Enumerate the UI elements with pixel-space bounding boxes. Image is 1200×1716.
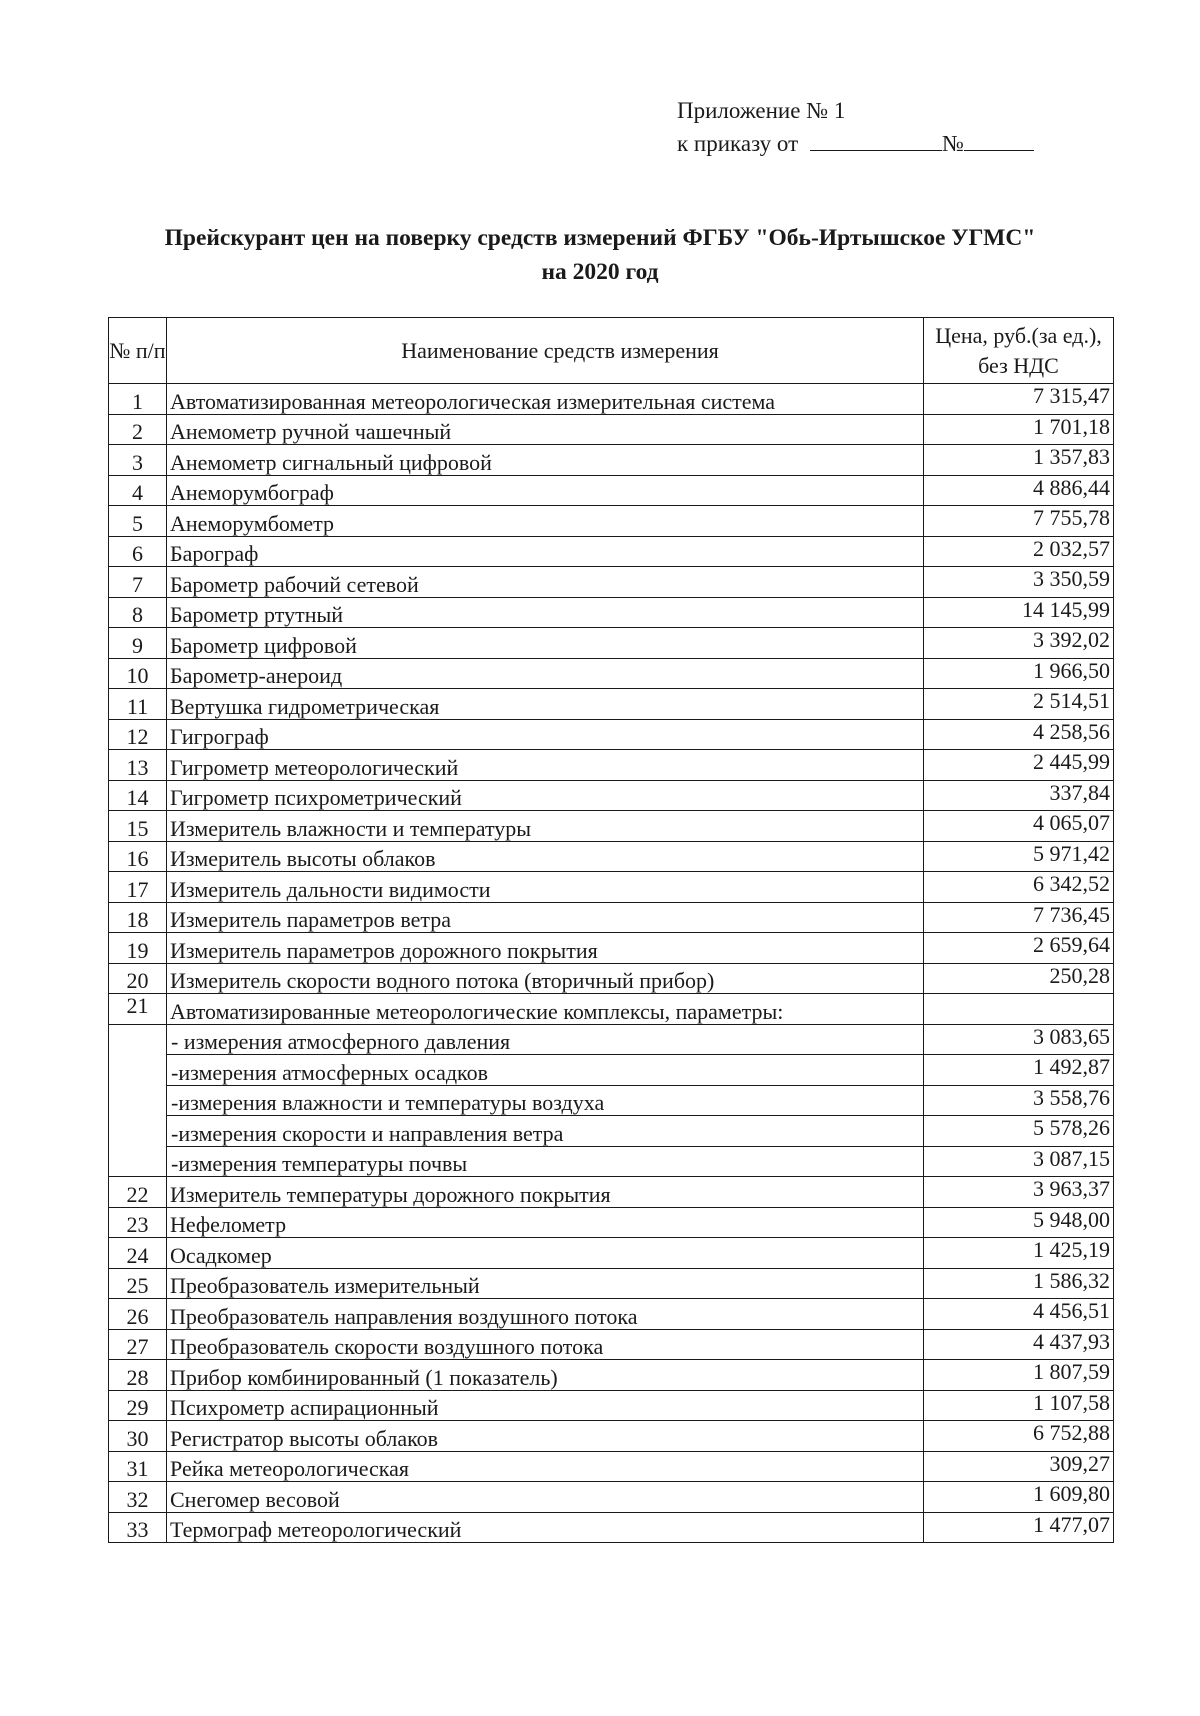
order-number-sign: № [941,131,964,156]
row-price: 3 392,02 [924,628,1114,659]
table-row [109,1390,1114,1421]
table-row [109,719,1114,750]
row-number: 21 [109,994,167,1025]
row-number: 31 [109,1451,167,1482]
table-header-row [109,318,1114,384]
row-price: 337,84 [924,780,1114,811]
row-number: 16 [109,841,167,872]
row-number: 26 [109,1299,167,1330]
table-row [109,1360,1114,1391]
document-title-line2: на 2020 год [541,259,659,285]
table-row [109,780,1114,811]
table-row [109,414,1114,445]
table-row [109,475,1114,506]
row-number: 4 [109,475,167,506]
row-price: 1 425,19 [924,1238,1114,1269]
row-number: 13 [109,750,167,781]
table-row [109,1451,1114,1482]
row-price: 5 948,00 [924,1207,1114,1238]
row-name: Вертушка гидрометрическая [167,689,924,720]
row-name: Анемометр ручной чашечный [167,414,924,445]
table-row [109,1421,1114,1452]
row-name: Измеритель скорости водного потока (вторичный прибор) [167,963,924,994]
document-title [0,221,1200,289]
row-number: 5 [109,506,167,537]
row-number: 19 [109,933,167,964]
row-price: 4 437,93 [924,1329,1114,1360]
table-row [109,872,1114,903]
row-name: Гигрометр метеорологический [167,750,924,781]
row-name: Барограф [167,536,924,567]
table-row [109,902,1114,933]
table-row [109,1207,1114,1238]
subrow-name: - измерения атмосферного давления [167,1024,924,1055]
row-number: 23 [109,1207,167,1238]
row-name: Гигрометр психрометрический [167,780,924,811]
table-row [109,536,1114,567]
row-price: 1 477,07 [924,1512,1114,1543]
row-number: 1 [109,384,167,415]
subrow-price: 1 492,87 [924,1055,1114,1086]
row-price [924,994,1114,1025]
row-price: 2 659,64 [924,933,1114,964]
row-name: Барометр рабочий сетевой [167,567,924,598]
subrow-name: -измерения температуры почвы [167,1146,924,1177]
row-name: Рейка метеорологическая [167,1451,924,1482]
row-name: Барометр-анероид [167,658,924,689]
row-price: 250,28 [924,963,1114,994]
table-subrow [109,1055,1114,1086]
table-subrow [109,1116,1114,1147]
row-price: 1 586,32 [924,1268,1114,1299]
row-number-empty [109,1024,167,1177]
table-row [109,933,1114,964]
subrow-price: 3 083,65 [924,1024,1114,1055]
row-price: 1 357,83 [924,445,1114,476]
row-number: 29 [109,1390,167,1421]
row-price: 2 514,51 [924,689,1114,720]
row-number: 15 [109,811,167,842]
row-price: 6 752,88 [924,1421,1114,1452]
row-number: 24 [109,1238,167,1269]
table-row [109,597,1114,628]
row-number: 28 [109,1360,167,1391]
row-number: 27 [109,1329,167,1360]
row-price: 7 736,45 [924,902,1114,933]
row-price: 6 342,52 [924,872,1114,903]
header-number: № п/п [109,318,167,384]
subrow-price: 3 087,15 [924,1146,1114,1177]
table-subrow [109,1085,1114,1116]
row-number: 32 [109,1482,167,1513]
row-price: 5 971,42 [924,841,1114,872]
row-price: 14 145,99 [924,597,1114,628]
row-name: Осадкомер [167,1238,924,1269]
row-name: Автоматизированная метеорологическая измерительная система [167,384,924,415]
row-name: Нефелометр [167,1207,924,1238]
row-number: 11 [109,689,167,720]
table-body [109,384,1114,1543]
table-row [109,567,1114,598]
row-name: Преобразователь измерительный [167,1268,924,1299]
row-name: Регистратор высоты облаков [167,1421,924,1452]
row-name: Измеритель дальности видимости [167,872,924,903]
subrow-price: 3 558,76 [924,1085,1114,1116]
subrow-name: -измерения скорости и направления ветра [167,1116,924,1147]
row-name: Анемометр сигнальный цифровой [167,445,924,476]
row-number: 7 [109,567,167,598]
row-number: 6 [109,536,167,567]
row-number: 17 [109,872,167,903]
row-name: Измеритель температуры дорожного покрытия [167,1177,924,1208]
row-number: 25 [109,1268,167,1299]
row-price: 3 350,59 [924,567,1114,598]
row-price: 1 609,80 [924,1482,1114,1513]
row-price: 4 456,51 [924,1299,1114,1330]
row-price: 7 315,47 [924,384,1114,415]
row-number: 10 [109,658,167,689]
price-list-table [108,317,1114,1543]
row-name: Преобразователь скорости воздушного потока [167,1329,924,1360]
table-row [109,384,1114,415]
row-price: 1 701,18 [924,414,1114,445]
row-name: Термограф метеорологический [167,1512,924,1543]
document-title-line1: Прейскурант цен на поверку средств измерений ФГБУ "Обь-Иртышское УГМС" [164,225,1036,251]
row-price: 1 807,59 [924,1360,1114,1391]
table-row [109,689,1114,720]
table-row [109,1329,1114,1360]
row-number: 22 [109,1177,167,1208]
header-name: Наименование средств измерения [167,318,924,384]
row-price: 3 963,37 [924,1177,1114,1208]
row-number: 12 [109,719,167,750]
table-row [109,628,1114,659]
order-number-blank [964,128,1034,151]
subrow-name: -измерения влажности и температуры воздуха [167,1085,924,1116]
appendix-order-line [677,127,1034,160]
appendix-title: Приложение № 1 [677,98,846,123]
row-number: 8 [109,597,167,628]
row-number: 20 [109,963,167,994]
table-row [109,963,1114,994]
row-number: 18 [109,902,167,933]
table-row [109,1177,1114,1208]
table-row [109,658,1114,689]
row-name: Измеритель высоты облаков [167,841,924,872]
table-row [109,750,1114,781]
subrow-price: 5 578,26 [924,1116,1114,1147]
table-row [109,1512,1114,1543]
row-name: Барометр цифровой [167,628,924,659]
row-price: 7 755,78 [924,506,1114,537]
table-row [109,506,1114,537]
row-number: 2 [109,414,167,445]
row-number: 30 [109,1421,167,1452]
row-name: Психрометр аспирационный [167,1390,924,1421]
subrow-name: -измерения атмосферных осадков [167,1055,924,1086]
row-number: 14 [109,780,167,811]
row-price: 4 065,07 [924,811,1114,842]
row-name: Анеморумбометр [167,506,924,537]
order-prefix: к приказу от [677,131,799,156]
table-row [109,1299,1114,1330]
row-name: Измеритель параметров ветра [167,902,924,933]
table-subrow [109,1146,1114,1177]
table-row [109,1268,1114,1299]
row-number: 33 [109,1512,167,1543]
row-price: 2 032,57 [924,536,1114,567]
row-price: 4 258,56 [924,719,1114,750]
row-name: Измеритель параметров дорожного покрытия [167,933,924,964]
row-number: 9 [109,628,167,659]
table-row [109,811,1114,842]
table-row [109,841,1114,872]
row-price: 4 886,44 [924,475,1114,506]
row-name: Гигрограф [167,719,924,750]
row-price: 1 966,50 [924,658,1114,689]
row-name: Снегомер весовой [167,1482,924,1513]
table-row [109,445,1114,476]
table-row [109,1482,1114,1513]
row-price: 1 107,58 [924,1390,1114,1421]
appendix-block [677,94,1034,160]
row-name: Измеритель влажности и температуры [167,811,924,842]
row-number: 3 [109,445,167,476]
row-name: Барометр ртутный [167,597,924,628]
row-name: Анеморумбограф [167,475,924,506]
table-row [109,1238,1114,1269]
row-price: 309,27 [924,1451,1114,1482]
row-name: Преобразователь направления воздушного потока [167,1299,924,1330]
row-name: Прибор комбинированный (1 показатель) [167,1360,924,1391]
table-subrow [109,1024,1114,1055]
order-date-blank [810,128,942,151]
row-name: Автоматизированные метеорологические комплексы, параметры: [167,994,924,1025]
table-row-group [109,994,1114,1025]
row-price: 2 445,99 [924,750,1114,781]
header-price: Цена, руб.(за ед.), без НДС [924,318,1114,384]
